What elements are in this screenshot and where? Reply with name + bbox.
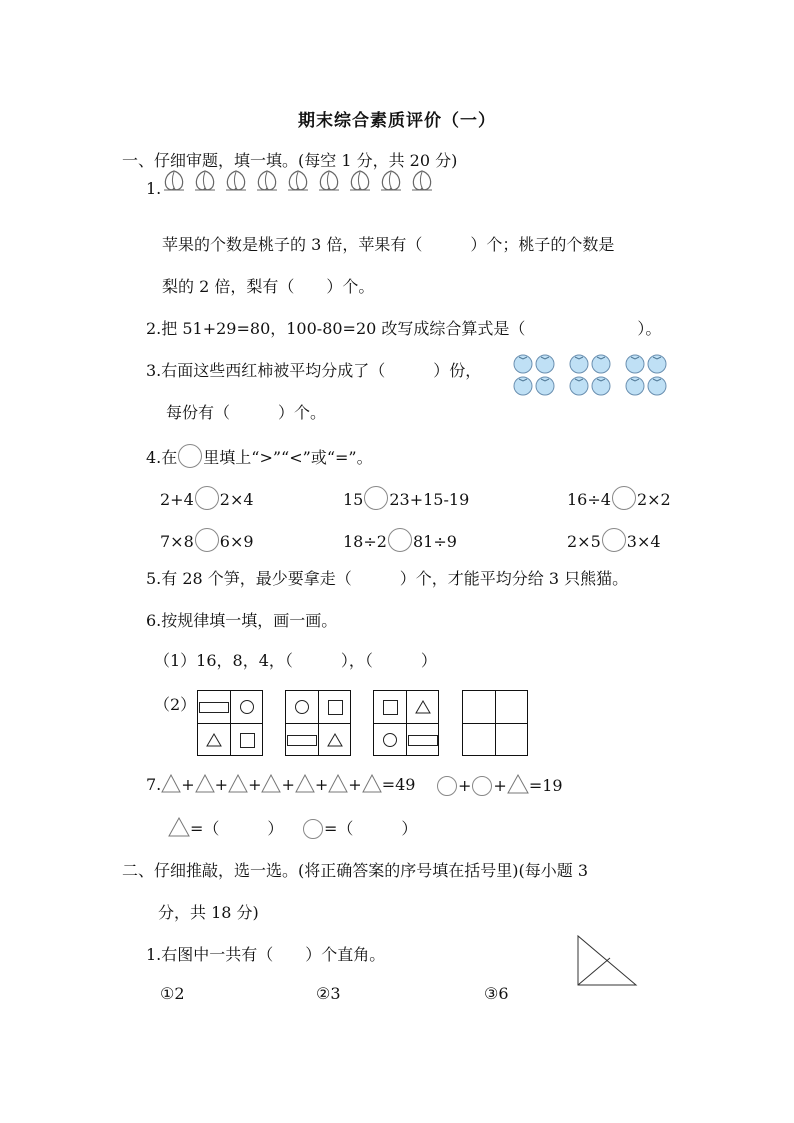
grid-cell	[319, 724, 351, 756]
grid-cell	[319, 691, 351, 723]
tomato-icon	[534, 374, 556, 396]
q1-fruit-row	[146, 168, 440, 198]
peach-icon	[254, 168, 280, 194]
q3-line2: 每份有（ ）个。	[166, 403, 327, 422]
q5-text: 5.有 28 个笋，最少要拿走（ ）个，才能平均分给 3 只熊猫。	[146, 569, 629, 588]
triangle-icon	[327, 733, 343, 747]
grid-cell	[198, 724, 230, 756]
grid-cell	[231, 691, 263, 723]
peach-icon	[192, 168, 218, 194]
q1-line2: 梨的 2 倍，梨有（ ）个。	[162, 277, 375, 296]
tomato-groups	[512, 352, 672, 402]
square-icon	[328, 700, 343, 715]
grid-cell[interactable]	[496, 691, 528, 723]
circle-symbol-icon	[303, 819, 323, 839]
grid-cell[interactable]	[463, 691, 495, 723]
rectangle-icon	[287, 735, 317, 746]
q4-item: 15 23+15-19	[343, 486, 469, 510]
circle-icon	[383, 733, 397, 747]
q7-answer-blank-1[interactable]: =（ ）	[190, 819, 284, 838]
tomato-icon	[590, 374, 612, 396]
peach-icon	[161, 168, 187, 194]
answer-circle[interactable]	[195, 528, 219, 552]
q1-line1: 苹果的个数是桃子的 3 倍，苹果有（ ）个；桃子的个数是	[162, 235, 615, 254]
triangle-symbol-icon	[261, 774, 281, 793]
grid-cell[interactable]	[496, 724, 528, 756]
grid-cell	[407, 691, 439, 723]
triangle-symbol-icon	[507, 774, 529, 794]
tomato-icon	[568, 374, 590, 396]
pattern-grid[interactable]	[462, 690, 528, 756]
page-title: 期末综合素质评价（一）	[298, 111, 496, 131]
q4-suffix: 里填上“>”“<”或“=”。	[203, 448, 373, 467]
q4-item: 7×8 6×9	[160, 528, 254, 552]
answer-circle[interactable]	[612, 486, 636, 510]
q3-line1: 3.右面这些西红柿被平均分成了（ ）份，	[146, 361, 482, 380]
peach-icon	[223, 168, 249, 194]
section2-heading-line2: 分，共 18 分)	[158, 903, 259, 922]
circle-icon	[295, 700, 309, 714]
grid-cell[interactable]	[463, 724, 495, 756]
tomato-icon	[512, 352, 534, 374]
triangle-symbol-icon	[362, 774, 382, 793]
square-icon	[240, 733, 255, 748]
peach-icon	[316, 168, 342, 194]
q7-result-1: =49	[381, 775, 416, 794]
triangle-symbol-icon	[328, 774, 348, 793]
q4-prefix: 4.在	[146, 448, 178, 467]
tomato-icon	[646, 374, 668, 396]
grid-cell	[231, 724, 263, 756]
option-a[interactable]: ①2	[160, 984, 185, 1003]
section1-heading: 一、仔细审题，填一填。(每空 1 分，共 20 分)	[122, 151, 458, 170]
grid-cell	[407, 724, 439, 756]
q1-number: 1.	[146, 179, 162, 198]
option-b[interactable]: ②3	[316, 984, 341, 1003]
s2-q1-text: 1.右图中一共有（ ）个直角。	[146, 945, 386, 964]
q7-equation-2: + + =19	[436, 774, 563, 796]
peach-icon	[285, 168, 311, 194]
tomato-icon	[646, 352, 668, 374]
peach-icon	[378, 168, 404, 194]
q6-part1: （1）16，8，4，（ ），（ ）	[154, 651, 437, 670]
circle-symbol-icon	[472, 776, 492, 796]
q2-text: 2.把 51+29=80，100-80=20 改写成综合算式是（ ）。	[146, 319, 662, 338]
q4-instruction	[146, 444, 373, 468]
grid-cell	[286, 691, 318, 723]
triangle-icon	[206, 733, 222, 747]
q6-part2-label: （2）	[154, 695, 197, 714]
pattern-grid	[197, 690, 263, 756]
triangle-symbol-icon	[228, 774, 248, 793]
q4-item: 18÷2 81÷9	[343, 528, 457, 552]
square-icon	[383, 700, 398, 715]
grid-cell	[286, 724, 318, 756]
circle-icon	[240, 700, 254, 714]
peach-icon	[347, 168, 373, 194]
q7-answer-circle	[302, 816, 417, 839]
triangle-symbol-icon	[195, 774, 215, 793]
grid-cell	[198, 691, 230, 723]
tomato-icon	[590, 352, 612, 374]
option-c[interactable]: ③6	[484, 984, 509, 1003]
comparison-circle-icon	[178, 444, 202, 468]
rectangle-icon	[199, 702, 229, 713]
triangle-symbol-icon	[295, 774, 315, 793]
tomato-icon	[624, 374, 646, 396]
tomato-icon	[568, 352, 590, 374]
pattern-grid	[373, 690, 439, 756]
answer-circle[interactable]	[195, 486, 219, 510]
q7-number: 7.	[146, 775, 162, 794]
grid-cell	[374, 724, 406, 756]
tomato-icon	[512, 374, 534, 396]
q7-result-2: =19	[528, 776, 563, 795]
peach-row	[161, 168, 440, 198]
answer-circle[interactable]	[388, 528, 412, 552]
pattern-grid	[285, 690, 351, 756]
q4-item: 2+4 2×4	[160, 486, 254, 510]
right-angle-triangle-figure	[576, 934, 638, 988]
section2-heading-line1: 二、仔细推敲，选一选。(将正确答案的序号填在括号里)(每小题 3	[122, 861, 588, 880]
tomato-icon	[534, 352, 556, 374]
q7-equation-1: 7. + + + + + + =49	[146, 775, 416, 794]
triangle-symbol-icon	[168, 817, 190, 837]
q7-answer-triangle	[168, 816, 283, 839]
q4-item: 2×5 3×4	[567, 528, 661, 552]
peach-icon	[409, 168, 435, 194]
grid-cell	[374, 691, 406, 723]
triangle-symbol-icon	[161, 774, 181, 793]
answer-circle[interactable]	[602, 528, 626, 552]
answer-circle[interactable]	[364, 486, 388, 510]
q4-item: 16÷4 2×2	[567, 486, 671, 510]
rectangle-icon	[408, 735, 438, 746]
tomato-icon	[624, 352, 646, 374]
circle-symbol-icon	[437, 776, 457, 796]
triangle-icon	[415, 700, 431, 714]
q7-answer-blank-2[interactable]: =（ ）	[324, 819, 418, 838]
q6-text: 6.按规律填一填，画一画。	[146, 611, 338, 630]
